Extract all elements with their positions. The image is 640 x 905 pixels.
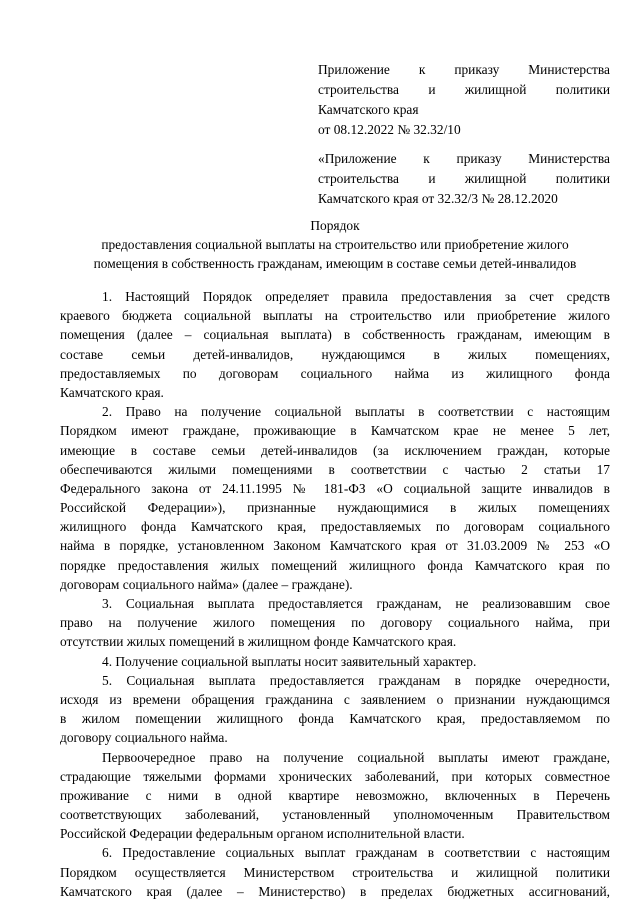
body-line: Первоочередное право на получение социальной выплаты имеют граждане, — [102, 749, 610, 765]
header-line: «Приложение к приказу Министерства — [318, 151, 610, 166]
body-line: 6. Предоставление социальных выплат гражданам в соответствии с настоящим — [102, 845, 610, 861]
header-line: Камчатского края от 32.32/3 № 28.12.2020 — [318, 191, 558, 206]
body-line: 3. Социальная выплата предоставляется гражданам, не реализовавшим свое — [102, 596, 610, 611]
body-line: отсутствии жилых помещений в жилищном фонде Камчатского края. — [60, 634, 457, 650]
header-line: Приложение к приказу Министерства — [318, 62, 610, 77]
body-line: Порядком осуществляется Министерством строительства и жилищной политики — [60, 864, 610, 880]
body-line: Камчатского края. — [60, 384, 164, 400]
body-line: Порядком имеют граждане, проживающие в Камчатском крае не менее 5 лет, — [60, 423, 610, 439]
body-line: предоставляемых по договорам социального найма из жилищного фонда — [60, 365, 610, 381]
original-annex-header — [318, 149, 610, 209]
body-line: проживание с ними в одной квартире невозможно, включенных в Перечень — [60, 787, 610, 803]
header-line: от 08.12.2022 № 32.32/10 — [318, 122, 461, 137]
body-line: помещения (далее – социальная выплата) в собственность гражданам, имеющим в — [60, 327, 610, 343]
body-line: в жилом помещении жилищного фонда Камчатского края, предоставляемом по — [60, 711, 610, 727]
body-line: Российской Федерации»), признанные нуждающимися в жилых помещениях — [60, 500, 610, 516]
body-line: найма в порядке, установленном Законом Камчатского края от 31.03.2009 № 253 «О — [60, 538, 610, 554]
body-line: краевого бюджета социальной выплаты на строительство или приобретение жилого — [60, 308, 610, 324]
body-line: соответствующих заболеваний, установленный уполномоченным Правительством — [60, 807, 610, 823]
body-line: порядке предоставления жилых помещений жилищного фонда Камчатского края по — [60, 557, 610, 573]
order-annex-header — [318, 60, 610, 140]
header-line: строительства и жилищной политики — [318, 171, 610, 186]
body-line: составе семьи детей-инвалидов, нуждающимся в жилых помещениях, — [60, 346, 610, 362]
body-line: 4. Получение социальной выплаты носит заявительный характер. — [102, 653, 477, 669]
body-line: договорам социального найма» (далее – граждане). — [60, 576, 353, 592]
body-line: 2. Право на получение социальной выплаты в соответствии с настоящим — [102, 404, 610, 420]
title-line: предоставления социальной выплаты на строительство или приобретение жилого — [101, 237, 569, 252]
body-line: исходя из времени обращения гражданина с заявлением о признании нуждающимся — [60, 691, 610, 707]
body-line: 5. Социальная выплата предоставляется гражданам в порядке очередности, — [102, 672, 610, 688]
title-line: помещения в собственность гражданам, имеющим в составе семьи детей-инвалидов — [93, 256, 577, 271]
body-line: жилищного фонда Камчатского края, предоставляемых по договорам социального — [60, 519, 610, 535]
body-line: Камчатского края (далее – Министерство) в пределах бюджетных ассигнований, — [60, 883, 610, 899]
document-body — [60, 287, 610, 901]
body-line: 1. Настоящий Порядок определяет правила предоставления за счет средств — [102, 289, 610, 304]
body-line: страдающие тяжелыми формами хронических заболеваний, при которых совместное — [60, 768, 610, 784]
body-line: Российской Федерации федеральным органом исполнительной власти. — [60, 826, 465, 842]
body-line: имеющие в составе семьи детей-инвалидов (за исключением граждан, которые — [60, 442, 610, 458]
body-line: право на получение жилого помещения по договору социального найма, при — [60, 615, 610, 631]
body-line: договору социального найма. — [60, 730, 228, 746]
header-line: строительства и жилищной политики — [318, 82, 610, 97]
header-line: Камчатского края — [318, 102, 419, 117]
document-title — [60, 216, 610, 273]
body-line: обеспечиваются жилыми помещениями в соответствии с частью 2 статьи 17 — [60, 461, 610, 477]
body-line: Федерального закона от 24.11.1995 № 181-ФЗ «О социальной защите инвалидов в — [60, 480, 610, 496]
title-line: Порядок — [310, 218, 360, 233]
